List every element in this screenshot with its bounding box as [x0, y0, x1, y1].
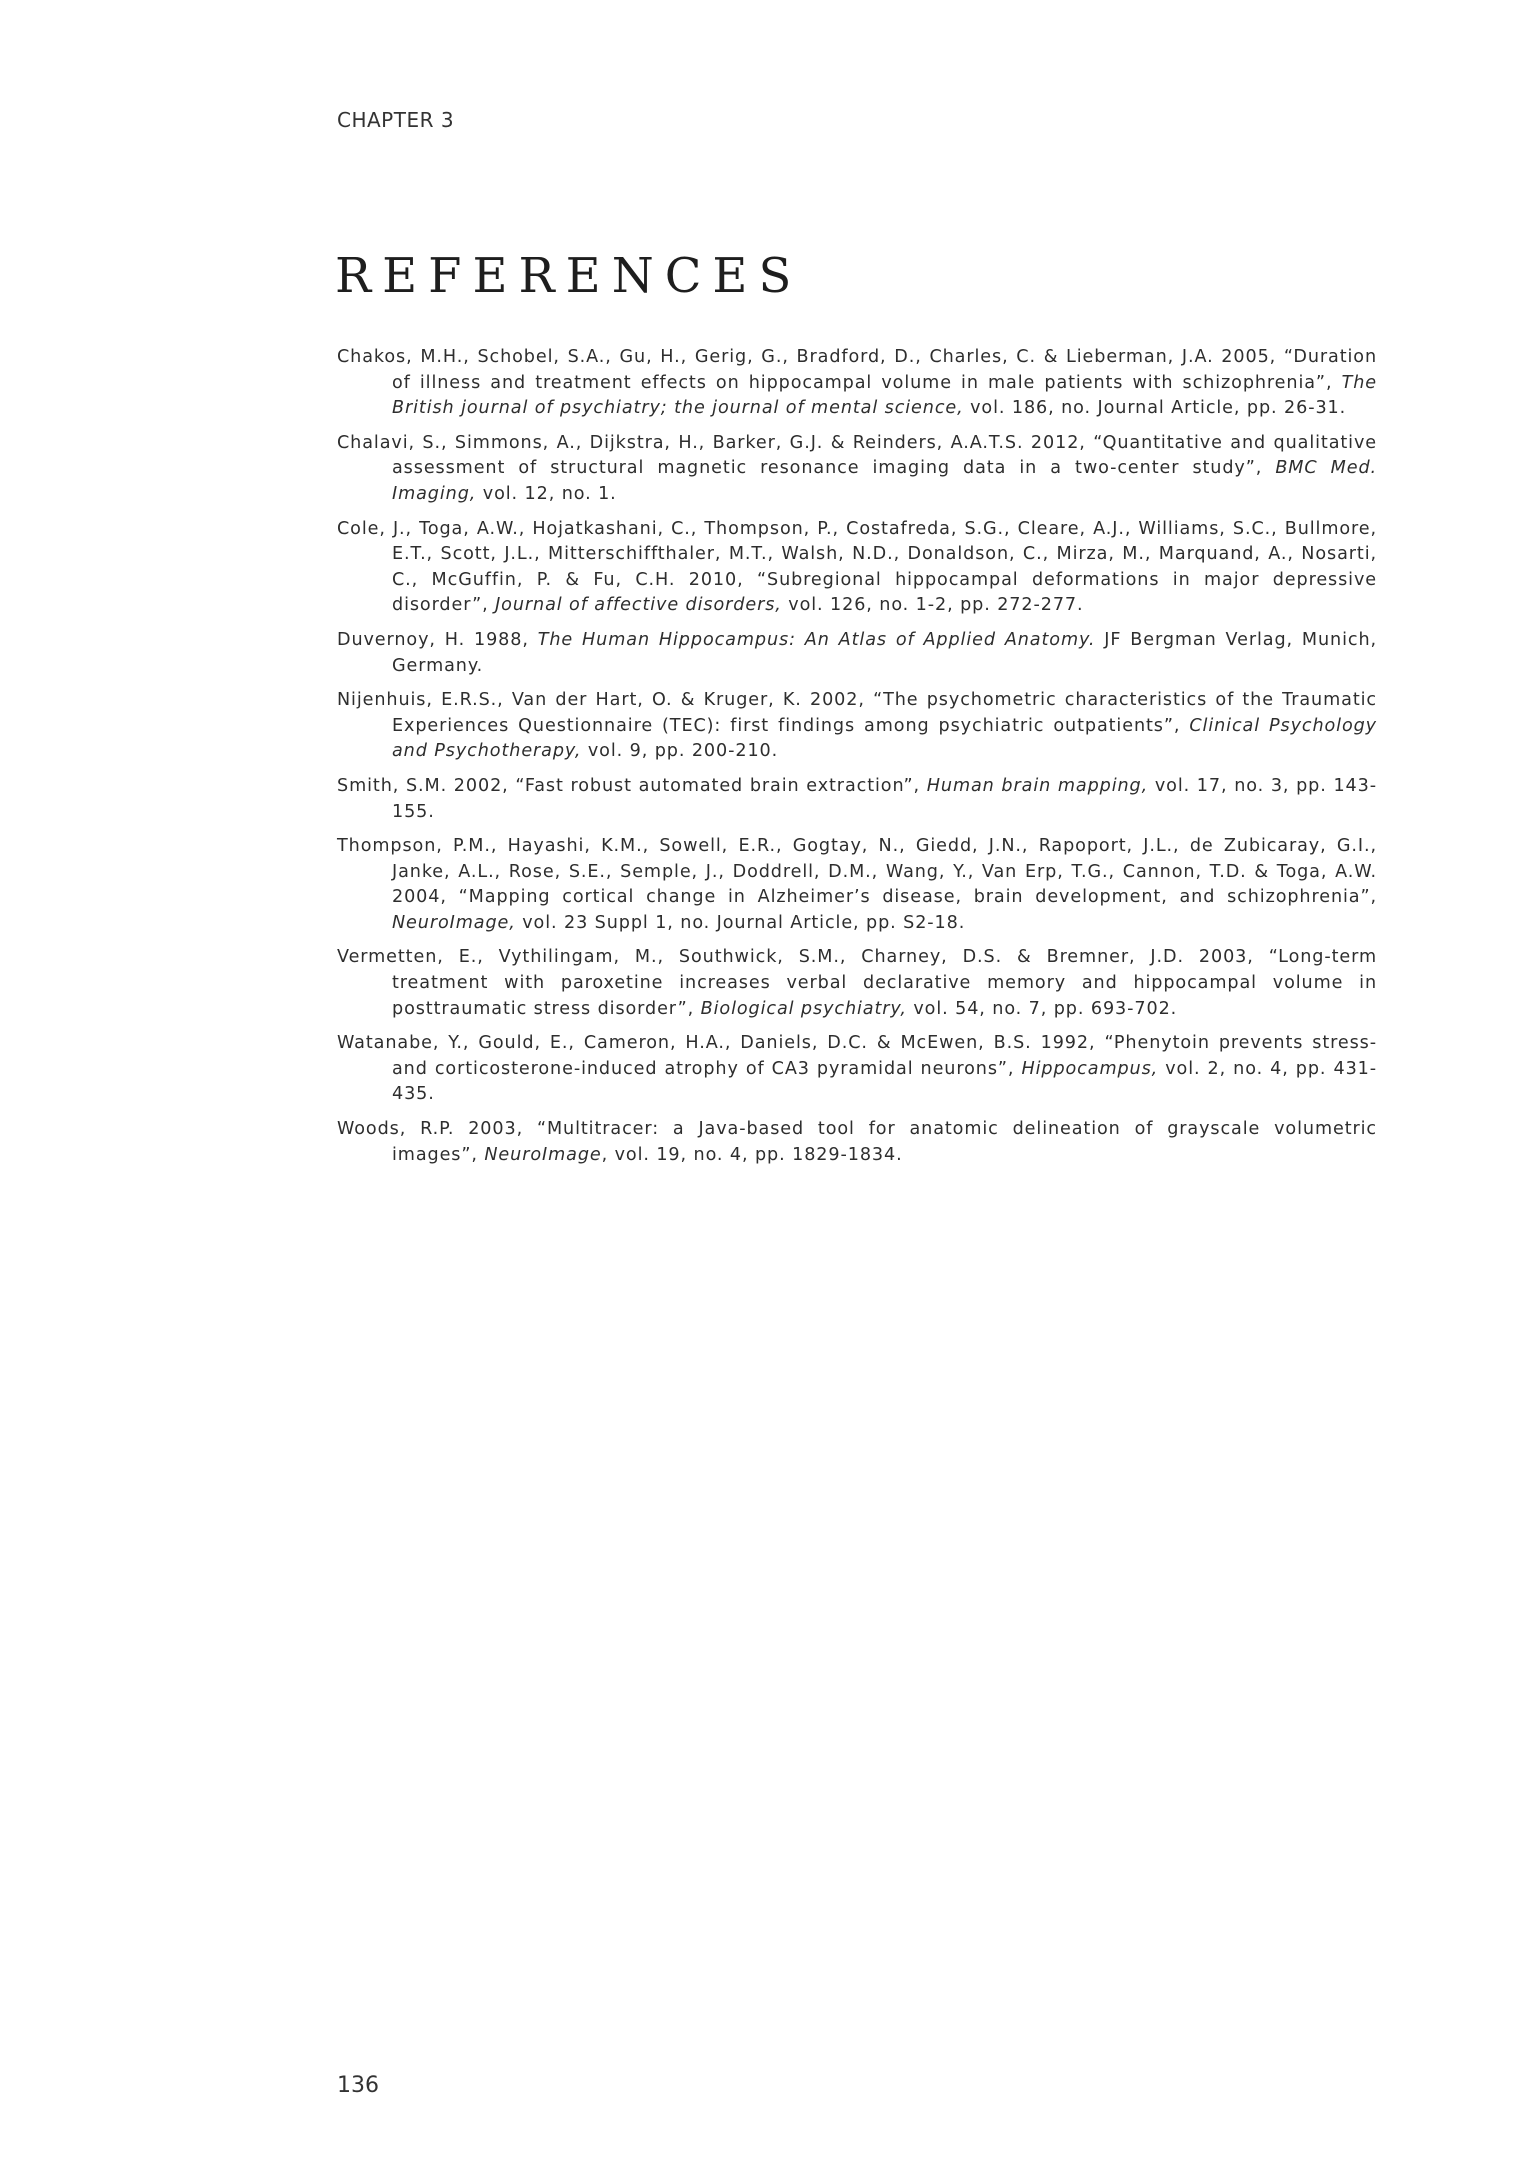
reference-item-cole	[337, 517, 1377, 619]
reference-journal: NeuroImage	[484, 1144, 602, 1165]
running-header: CHAPTER 3	[337, 108, 455, 132]
reference-item-nijenhuis	[337, 688, 1377, 765]
reference-authors-title: Chalavi, S., Simmons, A., Dijkstra, H., Barker, G.J. & Reinders, A.A.T.S. 2012, “Quantitative and qualitative assessment of structural magnetic resonance imaging data in a two-center study”,	[337, 432, 1377, 479]
reference-book-title: The Human Hippocampus: An Atlas of Applied Anatomy.	[537, 629, 1096, 650]
reference-journal: Biological psychiatry,	[700, 998, 907, 1019]
reference-journal: Journal of affective disorders,	[495, 595, 782, 616]
reference-item-thompson	[337, 834, 1377, 936]
reference-authors-title: Smith, S.M. 2002, “Fast robust automated brain extraction”,	[337, 775, 927, 796]
reference-journal: Human brain mapping,	[926, 775, 1149, 796]
page-number: 136	[337, 2073, 379, 2098]
reference-authors-title: Watanabe, Y., Gould, E., Cameron, H.A., Daniels, D.C. & McEwen, B.S. 1992, “Phenytoin prevents stress-and corticosterone-induced atrophy of CA3 pyramidal neurons”,	[337, 1033, 1377, 1079]
reference-item-smith	[337, 774, 1377, 825]
reference-authors-title: Thompson, P.M., Hayashi, K.M., Sowell, E.R., Gogtay, N., Giedd, J.N., Rapoport, J.L., de Zubicaray, G.I., Janke, A.L., Rose, S.E., Semple, J., Doddrell, D.M., Wang, Y., Van Erp, T.G., Cannon, T.D. & Toga, A.W. 2004, “Mapping cortical change in Alzheimer’s disease, brain development, and schizophrenia”,	[337, 836, 1377, 908]
reference-authors-title: Woods, R.P. 2003, “Multitracer: a Java-based tool for anatomic delineation of grayscale volumetric images”,	[337, 1119, 1377, 1165]
reference-journal: NeuroImage,	[392, 912, 516, 933]
reference-item-chalavi	[337, 431, 1377, 508]
reference-details: vol. 54, no. 7, pp. 693-702.	[906, 998, 1178, 1019]
page-title: REFERENCES	[335, 248, 803, 304]
reference-details: vol. 23 Suppl 1, no. Journal Article, pp. S2-18.	[515, 912, 966, 933]
reference-item-watanabe	[337, 1031, 1377, 1108]
reference-list	[337, 345, 1377, 1177]
reference-details: vol. 12, no. 1.	[476, 483, 617, 504]
reference-item-duvernoy	[337, 628, 1377, 679]
reference-details: vol. 2, no. 4, pp. 431-435.	[392, 1058, 1378, 1105]
reference-details: vol. 186, no. Journal Article, pp. 26-31.	[963, 398, 1347, 419]
reference-authors-title: Vermetten, E., Vythilingam, M., Southwick, S.M., Charney, D.S. & Bremner, J.D. 2003, “Long-term treatment with paroxetine increases verbal declarative memory and hippocampal volume in posttraumatic stress disorder”,	[337, 947, 1377, 1019]
reference-details: , vol. 19, no. 4, pp. 1829-1834.	[601, 1144, 903, 1165]
reference-journal: Hippocampus,	[1021, 1058, 1159, 1079]
reference-details: vol. 9, pp. 200-210.	[581, 741, 779, 762]
reference-journal: BMC Med. Imaging,	[392, 458, 1378, 504]
reference-journal: Clinical Psychology and Psychotherapy,	[392, 715, 1377, 762]
reference-authors-title: Chakos, M.H., Schobel, S.A., Gu, H., Gerig, G., Bradford, D., Charles, C. & Lieberman, J.A. 2005, “Duration of illness and treatment effects on hippocampal volume in male patients with schizophrenia”,	[337, 347, 1377, 393]
reference-authors-title: Duvernoy, H. 1988,	[337, 629, 538, 650]
reference-item-vermetten	[337, 945, 1377, 1022]
reference-item-woods	[337, 1117, 1377, 1168]
reference-authors-title: Cole, J., Toga, A.W., Hojatkashani, C., Thompson, P., Costafreda, S.G., Cleare, A.J., Williams, S.C., Bullmore, E.T., Scott, J.L., Mitterschiffthaler, M.T., Walsh, N.D., Donaldson, C., Mirza, M., Marquand, A., Nosarti, C., McGuffin, P. & Fu, C.H. 2010, “Subregional hippocampal deformations in major depressive disorder”,	[337, 518, 1377, 616]
reference-details: vol. 126, no. 1-2, pp. 272-277.	[781, 595, 1084, 616]
reference-authors-title: Nijenhuis, E.R.S., Van der Hart, O. & Kruger, K. 2002, “The psychometric characteristics of the Traumatic Experiences Questionnaire (TEC): first findings among psychiatric outpatients”,	[337, 690, 1377, 736]
reference-details: JF Bergman Verlag, Munich, Germany.	[392, 629, 1377, 676]
reference-details: vol. 17, no. 3, pp. 143-155.	[392, 775, 1377, 822]
reference-journal: The British journal of psychiatry; the journal of mental science,	[392, 372, 1377, 419]
reference-item-chakos	[337, 345, 1377, 422]
